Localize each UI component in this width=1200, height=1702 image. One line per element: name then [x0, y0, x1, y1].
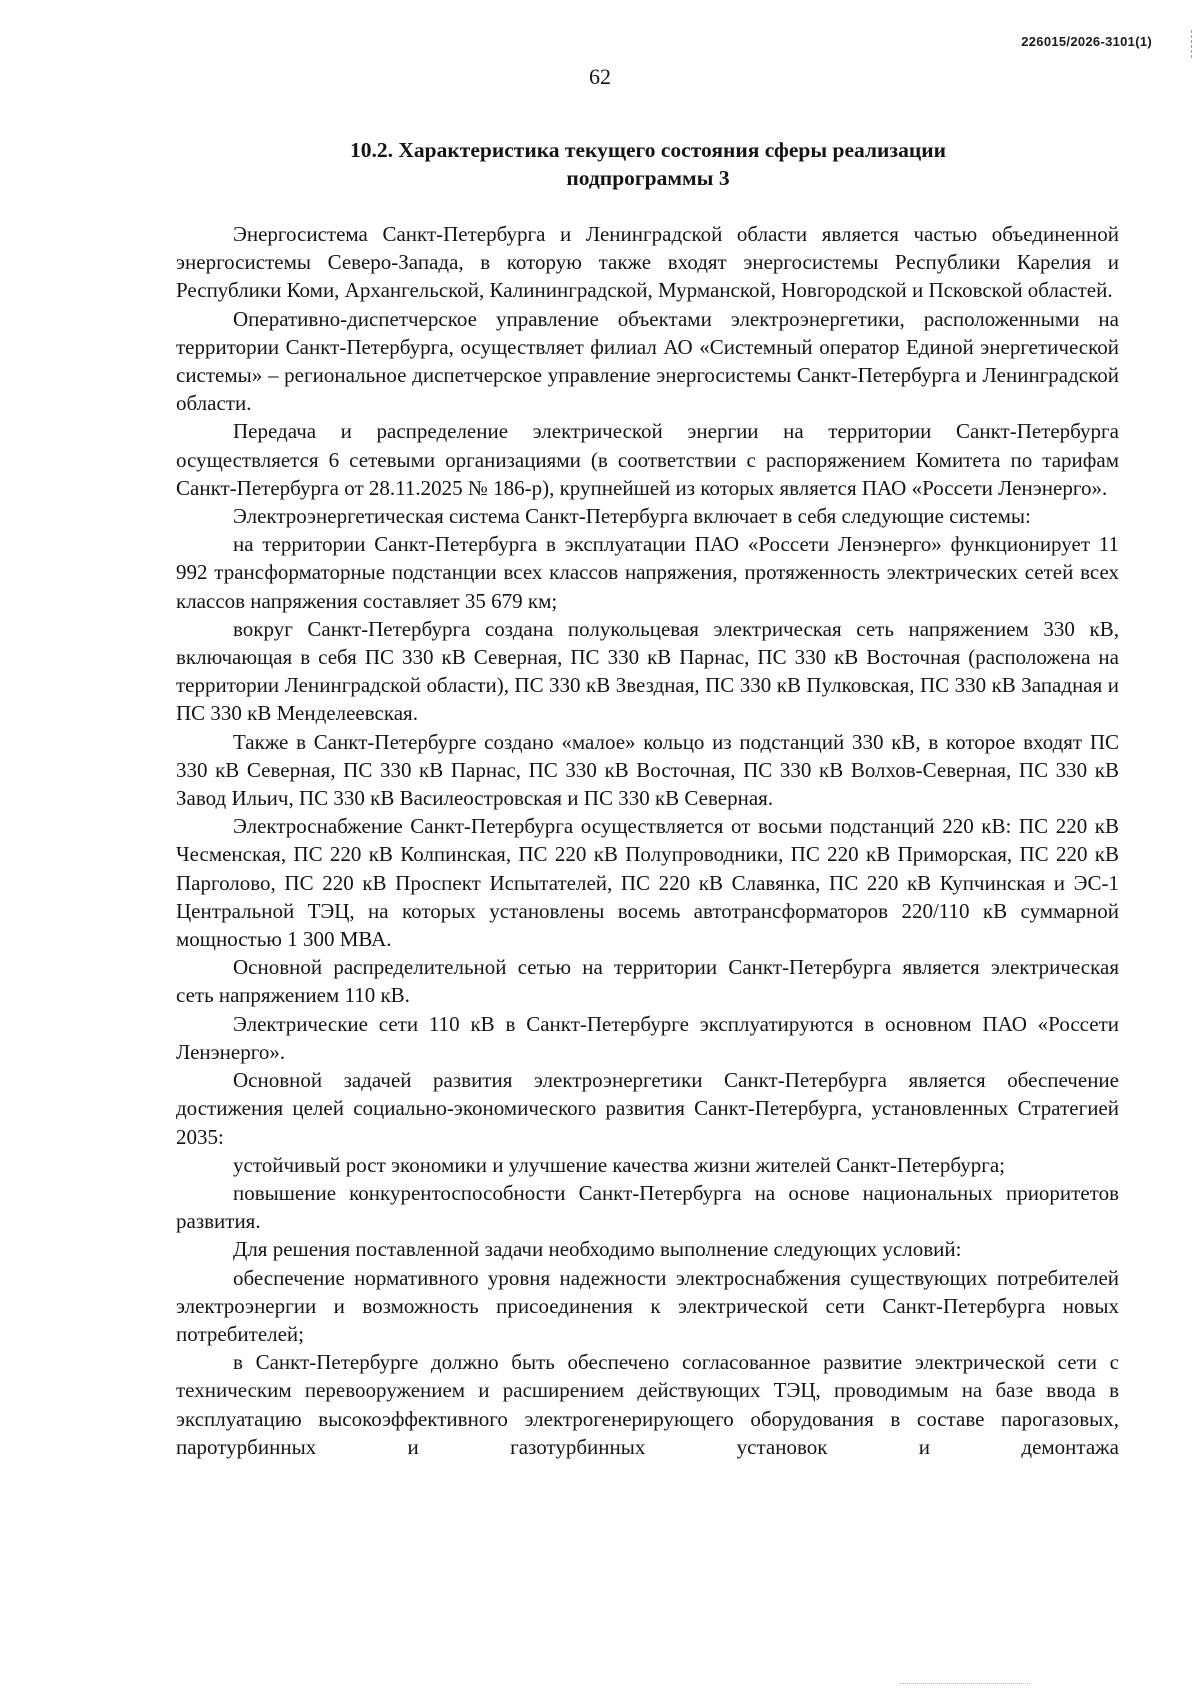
paragraph-110kv-operator: Электрические сети 110 кВ в Санкт-Петербурге эксплуатируются в основном ПАО «Россети Ленэнерго».: [176, 1011, 1119, 1064]
paragraph-transmission: Передача и распределение электрической энергии на территории Санкт-Петербурга осуществляется 6 сетевыми организациями (в соответствии с распоряжением Комитета по тарифам Санкт-Петербурга от 28.11.2025 № 186-р), крупнейшей из которых является ПАО «Россети Ленэнерго».: [176, 419, 1119, 500]
list-item-coordinated-development: в Санкт-Петербурге должно быть обеспечено согласованное развитие электрической сети с техническим перевооружением и расширением действующих ТЭЦ, проводимым на базе ввода в эксплуатацию высокоэффективного электрогенерирующего оборудования в составе парогазовых, паротурбинных и газотурбинных установок и демонтажа: [176, 1350, 1119, 1459]
page-number: 62: [589, 64, 611, 89]
paragraph-main-goal: Основной задачей развития электроэнергетики Санкт-Петербурга является обеспечение достижения целей социально-экономического развития Санкт-Петербурга, установленных Стратегией 2035:: [176, 1068, 1119, 1149]
section-heading: [176, 136, 1120, 192]
paragraph-system-composition: Электроэнергетическая система Санкт-Петербурга включает в себя следующие системы:: [233, 504, 1031, 529]
list-item-competitiveness: повышение конкурентоспособности Санкт-Петербурга на основе национальных приоритетов развития.: [176, 1180, 1119, 1234]
body-text: [176, 220, 1119, 1461]
paragraph-semi-ring-330kv: вокруг Санкт-Петербурга создана полукольцевая электрическая сеть напряжением 330 кВ, включающая в себя ПС 330 кВ Северная, ПС 330 кВ Парнас, ПС 330 кВ Восточная (расположена на территории Ленинградской области), ПС 330 кВ Звездная, ПС 330 кВ Пулковская, ПС 330 кВ Западная и ПС 330 кВ Менделеевская.: [176, 616, 1119, 726]
paragraph-substations-count: на территории Санкт-Петербурга в эксплуатации ПАО «Россети Ленэнерго» функционирует 11 992 трансформаторные подстанции всех классов напряжения, протяженность электрических сетей всех классов напряжения составляет 35 679 км;: [176, 532, 1119, 613]
scan-bottom-mark: [900, 1683, 1030, 1686]
paragraph-dispatch-control: Оперативно-диспетчерское управление объектами электроэнергетики, расположенными на территории Санкт-Петербурга, осуществляет филиал АО «Системный оператор Единой энергетической системы» – региональное диспетчерское управление энергосистемы Санкт-Петербурга и Ленинградской области.: [176, 306, 1119, 416]
section-heading-line-2: подпрограммы 3: [566, 166, 730, 190]
paragraph-110kv-network: Основной распределительной сетью на территории Санкт-Петербурга является электрическая сеть напряжением 110 кВ.: [176, 955, 1119, 1008]
list-item-economic-growth: устойчивый рост экономики и улучшение качества жизни жителей Санкт-Петербурга;: [233, 1152, 1005, 1177]
list-item-reliability: обеспечение нормативного уровня надежности электроснабжения существующих потребителей электроэнергии и возможность присоединения к электрической сети Санкт-Петербурга новых потребителей;: [176, 1265, 1119, 1346]
paragraph-energy-system: Энергосистема Санкт-Петербурга и Ленинградской области является частью объединенной энергосистемы Северо-Запада, в которую также входят энергосистемы Республики Карелия и Республики Коми, Архангельской, Калининградской, Мурманской, Новгородской и Псковской областей.: [176, 222, 1119, 303]
paragraph-conditions: Для решения поставленной задачи необходимо выполнение следующих условий:: [233, 1237, 962, 1262]
document-registration-number: 226015/2026-3101(1): [1021, 34, 1152, 49]
section-heading-line-1: 10.2. Характеристика текущего состояния сферы реализации: [350, 138, 946, 162]
paragraph-220kv-supply: Электроснабжение Санкт-Петербурга осуществляется от восьми подстанций 220 кВ: ПС 220 кВ Чесменская, ПС 220 кВ Колпинская, ПС 220 кВ Полупроводники, ПС 220 кВ Приморская, ПС 220 кВ Парголово, ПС 220 кВ Проспект Испытателей, ПС 220 кВ Славянка, ПС 220 кВ Купчинская и ЭС-1 Центральной ТЭЦ, на которых установлены восемь автотрансформаторов 220/110 кВ суммарной мощностью 1 300 МВА.: [176, 814, 1119, 952]
paragraph-small-ring-330kv: Также в Санкт-Петербурге создано «малое» кольцо из подстанций 330 кВ, в которое входят ПС 330 кВ Северная, ПС 330 кВ Парнас, ПС 330 кВ Восточная, ПС 330 кВ Волхов-Северная, ПС 330 кВ Завод Ильич, ПС 330 кВ Василеостровская и ПС 330 кВ Северная.: [176, 729, 1119, 811]
scan-margin-mark: [1191, 30, 1194, 58]
